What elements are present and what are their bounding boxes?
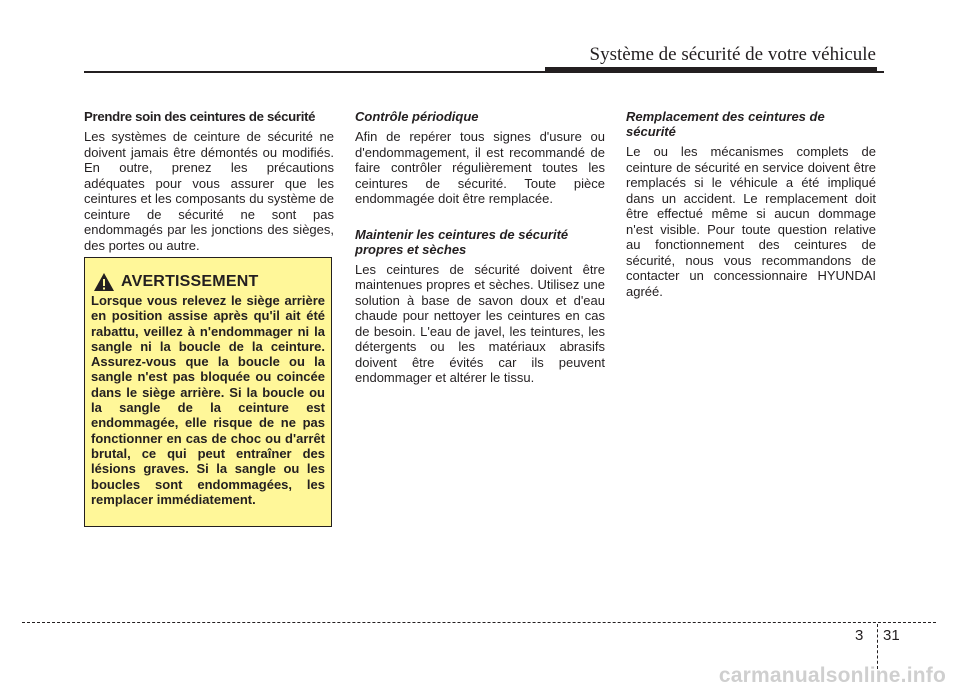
subheading-periodic-check: Contrôle périodique [355,109,479,124]
warning-header [93,272,258,292]
spacer [355,207,605,227]
page-number: 31 [883,627,900,644]
footer-dashed-divider [877,624,878,669]
paragraph-replacement: Le ou les mécanismes complets de ceinture de sécurité en service doivent être remplacés si le véhicule a été impliqué dans un accident. Le remplacement doit être effectué même si aucun dommage n'est visible. Pour toute question relative au fonctionnement des ceintures de sécurité, nous vous recommandons de contacter un concessionnaire HYUNDAI agréé. [626,144,876,299]
section-paragraph-care: Les systèmes de ceinture de sécurité ne doivent jamais être démontés ou modifiés. En outre, prenez les précautions adéquates pour vous assurer que les ceintures et les composants du système de ceinture de sécurité ne sont pas endommagés par les jonctions des sièges, des portes ou autre. [84,129,334,253]
warning-triangle-icon [93,272,115,292]
paragraph-keep-clean: Les ceintures de sécurité doivent être maintenues propres et sèches. Utilisez une solution à base de savon doux et d'eau chaude pour nettoyer les ceintures en cas de besoin. L'eau de javel, les teintures, les détergents ou les matériaux abrasifs doivent être évités car ils peuvent endommager et altérer le tissu. [355,261,605,385]
column-3 [626,109,876,299]
footer-dashed-line [22,622,936,623]
column-1 [84,109,334,253]
subheading-replacement: Remplacement des ceintures de sécurité [626,109,825,139]
warning-title: AVERTISSEMENT [121,273,259,290]
subheading-keep-clean: Maintenir les ceintures de sécurité propres et sèches [355,226,569,257]
section-heading-care: Prendre soin des ceintures de sécurité [84,109,316,124]
header-rule-thick [545,67,877,73]
warning-box [84,257,332,527]
column-2 [355,109,605,386]
page-header-title: Système de sécurité de votre véhicule [589,44,876,65]
chapter-number: 3 [855,627,864,644]
paragraph-periodic-check: Afin de repérer tous signes d'usure ou d'endommagement, il est recommandé de faire contrôler régulièrement toutes les ceintures de sécurité. Toute pièce endommagée doit être remplacée. [355,129,605,206]
watermark: carmanualsonline.info [718,664,946,687]
warning-text: Lorsque vous relevez le siège arrière en position assise après qu'il ait été rabattu, veillez à n'endommager ni la sangle ni la boucle de la ceinture. Assurez-vous que la boucle ou la sangle n'est pas bloquée ou coincée dans le siège arrière. Si la boucle ou la sangle de la ceinture est endommagée, elle risque de ne pas fonctionner en cas de choc ou d'arrêt brutal, ce qui peut entraîner des lésions graves. Si la sangle ou les boucles sont endommagées, les remplacer immédiatement. [91,293,325,507]
